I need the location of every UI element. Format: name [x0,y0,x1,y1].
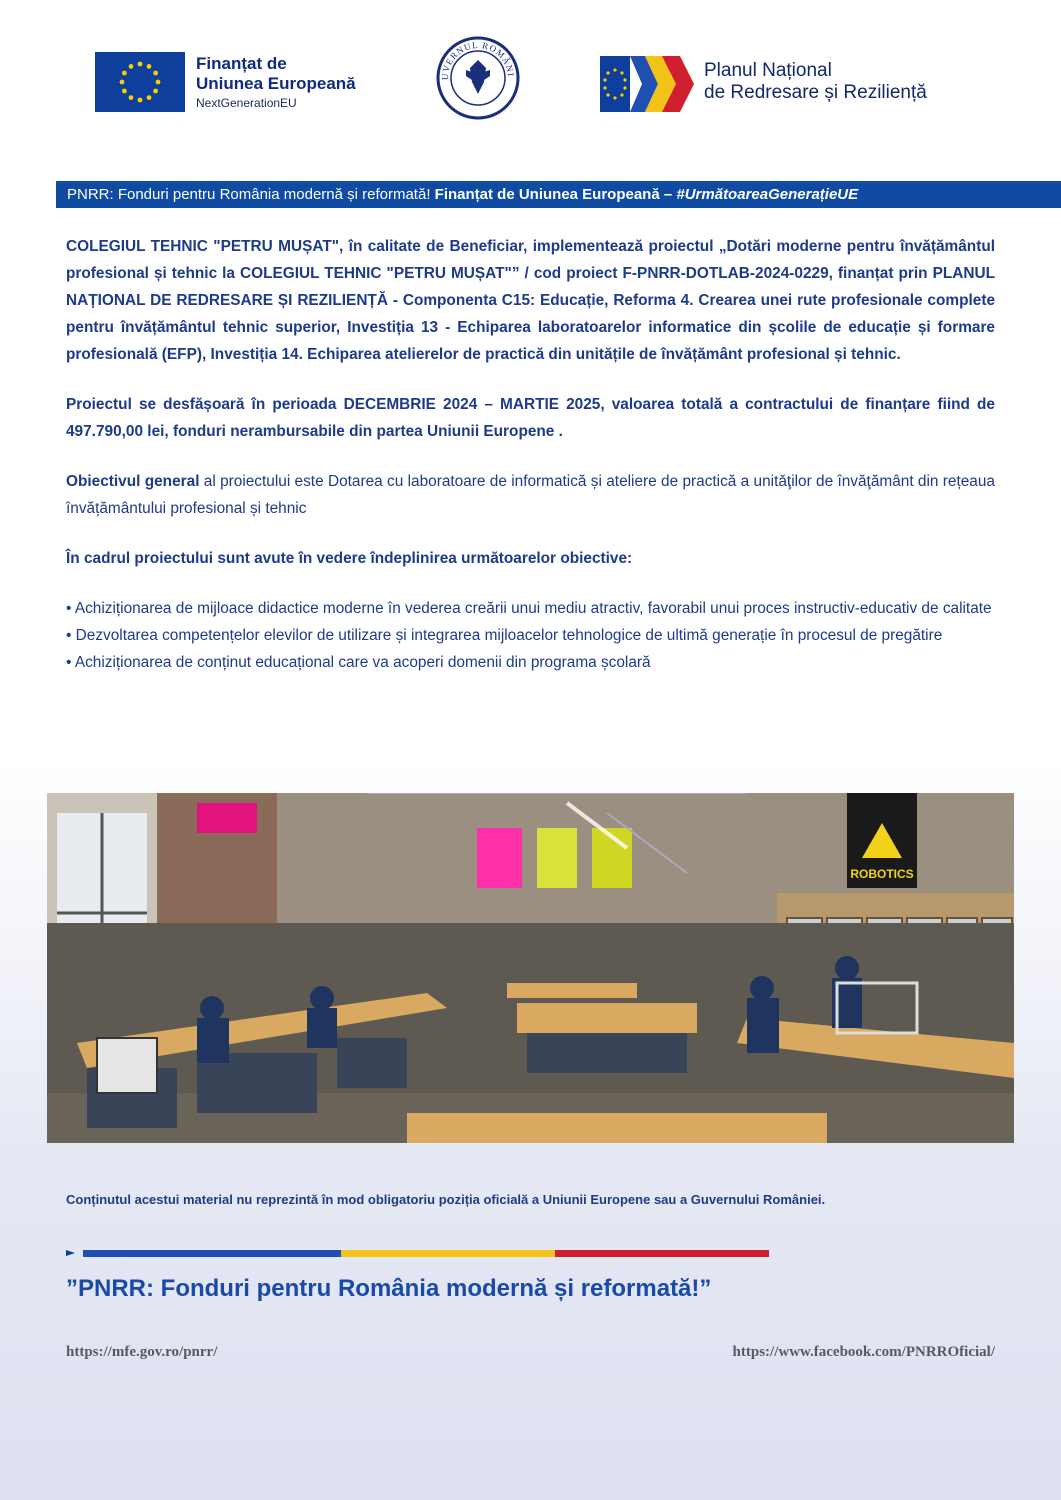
government-seal-icon [436,36,520,120]
eu-star-icon [156,80,161,85]
pnrr-logo-text [704,60,927,104]
eu-star-icon [153,71,158,76]
eu-line1: Finanțat de [196,54,287,73]
eu-funding-text [196,54,356,112]
eu-star-icon [138,98,143,103]
eu-disclaimer: Conținutul acestui material nu reprezintă în mod obligatoriu poziția oficială a Uniunii Europene sau a Guvernului României. [66,1192,826,1207]
seal-text: UVERNUL ROMÂNI [439,39,517,81]
eu-star-icon [147,64,152,69]
eu-star-icon [147,95,152,100]
project-paragraph-1: COLEGIUL TEHNIC "PETRU MUȘAT", în calitate de Beneficiar, implementează proiectul „Dotări moderne pentru învățământul profesional și tehnic la COLEGIUL TEHNIC "PETRU MUȘAT"” / cod proiect F-PNRR-DOTLAB-2024-0229, finanțat prin PLANUL NAȚIONAL DE REDRESARE ȘI REZILIENȚĂ - Componenta C15: Educație, Reforma 4. Crearea unei rute profesionale complete pentru învățământul tehnic superior, Investiția 13 - Echiparea laboratoarelor informatice din școlile de educație și formare profesională (EFP), Investiția 14. Echiparea atelierelor de practică din unitățile de învățământ profesional și tehnic. [66,238,995,363]
eu-star-icon [153,89,158,94]
arrow-icon [66,1250,75,1256]
objectives-intro: În cadrul proiectului sunt avute în vedere îndeplinirea următoarelor obiective: [66,550,633,567]
facebook-pnrr-link[interactable]: https://www.facebook.com/PNRROficial/ [732,1344,995,1360]
logo-header [0,0,1061,180]
objective-bullet-2: • Dezvoltarea competențelor elevilor de utilizare și integrarea mijloacelor tehnologice de ultimă generație în procesul de pregătire [66,627,943,644]
workshop-photo [47,793,1014,1143]
banner-hashtag: #UrmătoareaGenerațieUE [676,186,859,203]
pnrr-logo-icon [600,56,696,112]
general-objective-label: Obiectivul general [66,473,200,490]
pnrr-banner [56,181,1061,208]
pnrr-line2: de Redresare și Reziliență [704,82,927,103]
project-description [66,233,995,676]
eu-star-icon [122,89,127,94]
banner-part1: PNRR: Fonduri pentru România modernă și reformată! [67,186,435,203]
eu-star-icon [138,62,143,67]
eu-flag-icon [95,52,185,112]
tricolor-divider [66,1250,706,1257]
eu-star-icon [129,64,134,69]
pnrr-slogan: ”PNRR: Fonduri pentru România modernă și reformată!” [66,1275,712,1302]
eu-star-icon [122,71,127,76]
robotics-sign: ROBOTICS [850,867,914,881]
eu-star-icon [120,80,125,85]
eu-line2: Uniunea Europeană [196,74,356,93]
objective-bullet-1: • Achiziționarea de mijloace didactice moderne în vederea creării unui mediu atractiv, favorabil unui proces instructiv-educativ de calitate [66,600,992,617]
banner-part2: Finanțat de Uniunea Europeană – [434,186,677,203]
pnrr-line1: Planul Național [704,60,832,81]
eu-stars-icon [95,52,185,112]
project-paragraph-2: Proiectul se desfășoară în perioada DECEMBRIE 2024 – MARTIE 2025, valoarea totală a contractului de finanțare fiind de 497.790,00 lei, fonduri nerambursabile din partea Uniunii Europene . [66,396,995,440]
general-objective-text: al proiectului este Dotarea cu laboratoare de informatică și ateliere de practică a unitǎţilor de învăţământ din rețeaua învățământului profesional și tehnic [66,473,995,517]
mfe-pnrr-link[interactable]: https://mfe.gov.ro/pnrr/ [66,1344,218,1360]
objective-bullet-3: • Achiziționarea de conținut educațional care va acoperi domenii din programa școlară [66,654,651,671]
general-objective [66,468,995,522]
eu-star-icon [129,95,134,100]
eu-line3: NextGenerationEU [196,96,297,110]
